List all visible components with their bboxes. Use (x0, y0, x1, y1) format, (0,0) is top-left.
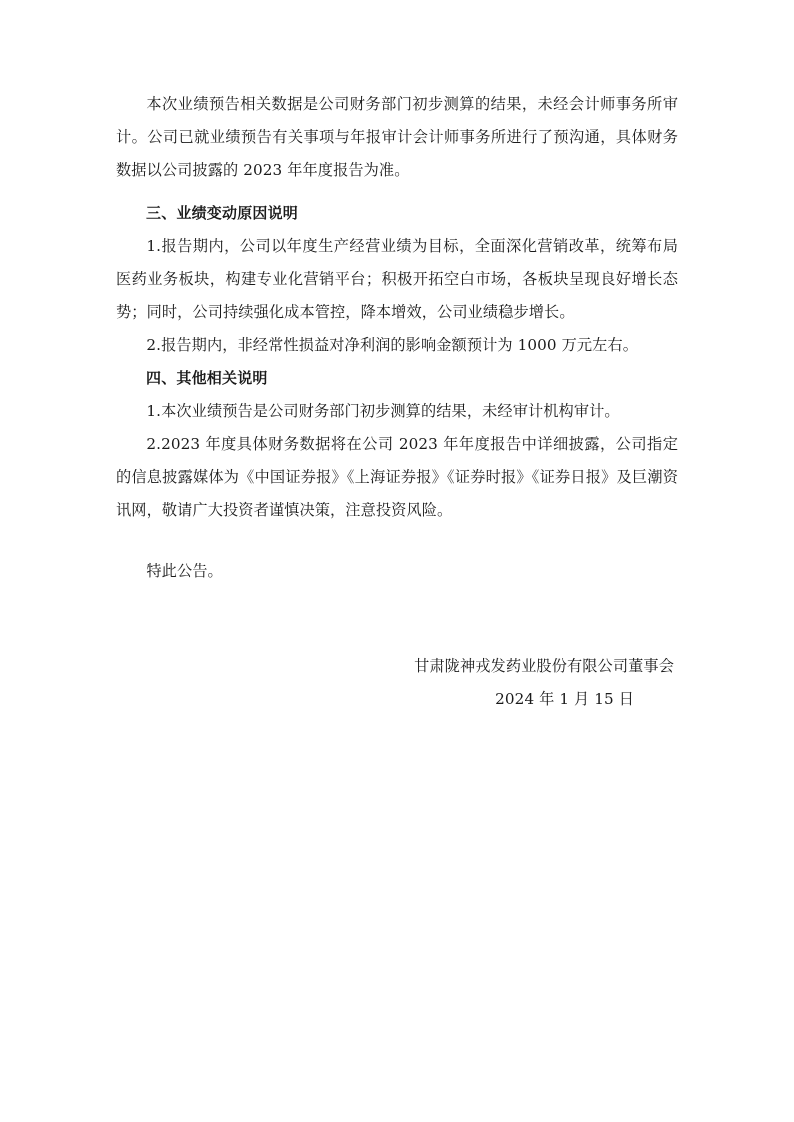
paragraph-reason-1: 1.报告期内，公司以年度生产经营业绩为目标，全面深化营销改革，统筹布局医药业务板块，构建专业化营销平台；积极开拓空白市场，各板块呈现良好增长态势；同时，公司持续强化成本管控，降本增效，公司业绩稳步增长。 (116, 237, 678, 321)
paragraph-other-2: 2.2023 年度具体财务数据将在公司 2023 年年度报告中详细披露，公司指定的信息披露媒体为《中国证券报》《上海证券报》《证券时报》《证券日报》及巨潮资讯网，敬请广大投资者谨慎决策，注意投资风险。 (116, 435, 678, 519)
paragraph-spacer (116, 187, 678, 197)
document-body (116, 88, 678, 716)
paragraph-reason-2: 2.报告期内，非经常性损益对净利润的影响金额预计为 1000 万元左右。 (146, 336, 639, 354)
closing-statement: 特此公告。 (146, 562, 223, 580)
paragraph-forecast-data-note: 本次业绩预告相关数据是公司财务部门初步测算的结果，未经会计师事务所审计。公司已就业绩预告有关事项与年报审计会计师事务所进行了预沟通，具体财务数据以公司披露的 2023 年年度报告为准。 (116, 95, 678, 179)
signature-spacer (116, 588, 678, 650)
heading-section-three: 三、业绩变动原因说明 (146, 204, 299, 222)
signature-company: 甘肃陇神戎发药业股份有限公司董事会 (414, 657, 674, 675)
closing-spacer (116, 527, 678, 555)
heading-section-four: 四、其他相关说明 (146, 369, 268, 387)
signature-block (116, 650, 678, 716)
paragraph-other-1: 1.本次业绩预告是公司财务部门初步测算的结果，未经审计机构审计。 (146, 402, 620, 420)
signature-date: 2024 年 1 月 15 日 (495, 690, 634, 708)
